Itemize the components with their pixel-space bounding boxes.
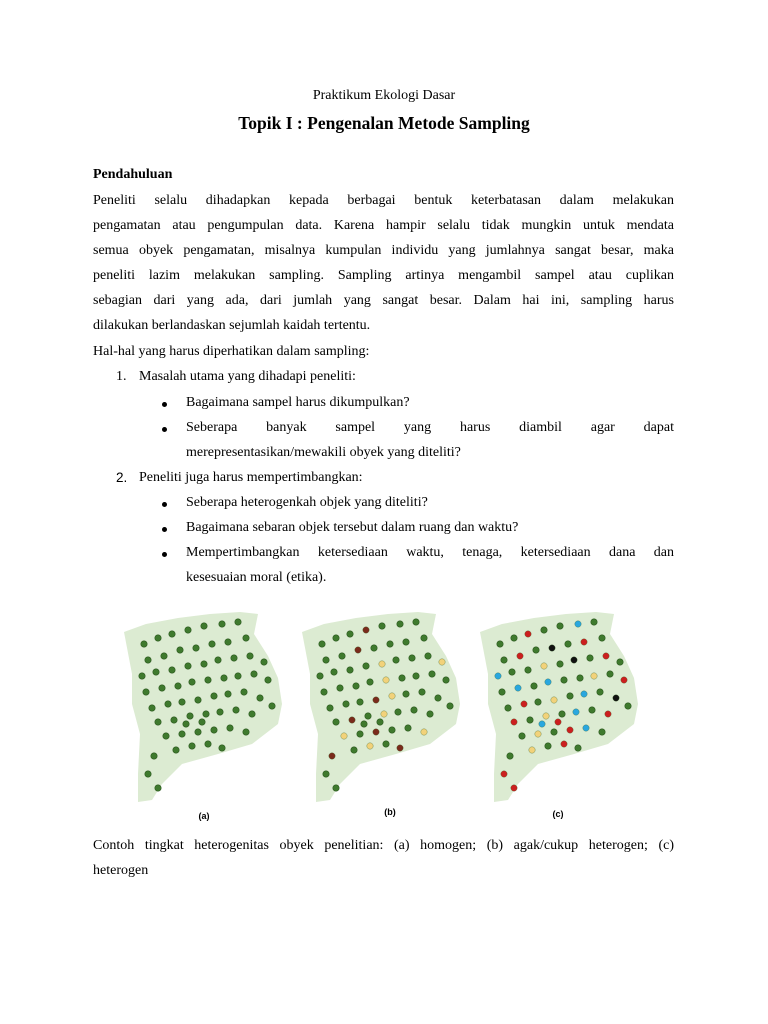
intro-line: pengamatan atau pengumpulan data. Karena hampir selalu tidak mungkin untuk mendata — [93, 218, 674, 233]
object-dot — [419, 689, 425, 695]
object-dot — [561, 741, 567, 747]
object-dot — [383, 677, 389, 683]
object-dot — [613, 695, 619, 701]
object-dot — [357, 731, 363, 737]
object-dot — [557, 661, 563, 667]
object-dot — [185, 627, 191, 633]
object-dot — [329, 753, 335, 759]
object-dot — [347, 667, 353, 673]
object-dot — [625, 703, 631, 709]
object-dot — [343, 701, 349, 707]
bullet-icon — [162, 502, 167, 507]
object-dot — [515, 685, 521, 691]
object-dot — [143, 689, 149, 695]
object-dot — [535, 699, 541, 705]
object-dot — [531, 683, 537, 689]
intro-line: sebagian dari yang ada, dari jumlah yang sangat besar. Dalam hai ini, sampling harus — [93, 293, 674, 308]
panel-a — [124, 612, 282, 821]
list-item-text: Masalah utama yang dihadapi peneliti: — [139, 369, 356, 384]
object-dot — [535, 731, 541, 737]
object-dot — [155, 719, 161, 725]
object-dot — [397, 745, 403, 751]
bullet-icon — [162, 402, 167, 407]
object-dot — [177, 647, 183, 653]
object-dot — [353, 683, 359, 689]
object-dot — [607, 671, 613, 677]
object-dot — [443, 677, 449, 683]
object-dot — [193, 645, 199, 651]
object-dot — [421, 635, 427, 641]
object-dot — [225, 639, 231, 645]
object-dot — [501, 657, 507, 663]
object-dot — [599, 635, 605, 641]
object-dot — [557, 623, 563, 629]
object-dot — [421, 729, 427, 735]
object-dot — [389, 727, 395, 733]
section-heading: Pendahuluan — [93, 167, 173, 182]
object-dot — [541, 627, 547, 633]
object-dot — [199, 719, 205, 725]
object-dot — [331, 669, 337, 675]
object-dot — [411, 707, 417, 713]
panel-label-b: (b) — [384, 807, 396, 817]
object-dot — [195, 729, 201, 735]
object-dot — [499, 689, 505, 695]
object-dot — [519, 733, 525, 739]
object-dot — [399, 675, 405, 681]
object-dot — [367, 743, 373, 749]
object-dot — [205, 677, 211, 683]
object-dot — [219, 621, 225, 627]
object-dot — [219, 745, 225, 751]
object-dot — [151, 753, 157, 759]
object-dot — [149, 705, 155, 711]
object-dot — [215, 657, 221, 663]
object-dot — [203, 711, 209, 717]
object-dot — [533, 647, 539, 653]
object-dot — [603, 653, 609, 659]
object-dot — [511, 785, 517, 791]
object-dot — [373, 729, 379, 735]
bullet-text: Seberapa banyak sampel yang harus diambil agar dapat — [186, 420, 674, 435]
object-dot — [383, 741, 389, 747]
object-dot — [261, 659, 267, 665]
object-dot — [217, 709, 223, 715]
object-dot — [351, 747, 357, 753]
bullet-text: Seberapa heterogenkah objek yang diteliti? — [186, 495, 428, 510]
object-dot — [247, 653, 253, 659]
object-dot — [389, 693, 395, 699]
object-dot — [371, 645, 377, 651]
object-dot — [517, 653, 523, 659]
object-dot — [243, 635, 249, 641]
object-dot — [543, 713, 549, 719]
object-dot — [349, 717, 355, 723]
object-dot — [155, 785, 161, 791]
object-dot — [221, 675, 227, 681]
object-dot — [505, 705, 511, 711]
object-dot — [509, 669, 515, 675]
object-dot — [555, 719, 561, 725]
object-dot — [551, 697, 557, 703]
object-dot — [409, 655, 415, 661]
object-dot — [249, 711, 255, 717]
object-dot — [559, 711, 565, 717]
object-dot — [317, 673, 323, 679]
object-dot — [397, 621, 403, 627]
object-dot — [367, 679, 373, 685]
object-dot — [363, 663, 369, 669]
object-dot — [347, 631, 353, 637]
bullet-icon — [162, 527, 167, 532]
object-dot — [583, 725, 589, 731]
heterogeneity-figure — [118, 604, 648, 828]
object-dot — [201, 661, 207, 667]
object-dot — [357, 699, 363, 705]
object-dot — [189, 679, 195, 685]
object-dot — [381, 711, 387, 717]
object-dot — [333, 785, 339, 791]
object-dot — [321, 689, 327, 695]
object-dot — [171, 717, 177, 723]
object-dot — [243, 729, 249, 735]
object-dot — [163, 733, 169, 739]
object-dot — [153, 669, 159, 675]
object-dot — [139, 673, 145, 679]
object-dot — [209, 641, 215, 647]
object-dot — [521, 701, 527, 707]
object-dot — [337, 685, 343, 691]
object-dot — [187, 713, 193, 719]
object-dot — [161, 653, 167, 659]
object-dot — [195, 697, 201, 703]
object-dot — [185, 663, 191, 669]
list-number: 2. — [116, 470, 128, 485]
object-dot — [577, 675, 583, 681]
object-dot — [175, 683, 181, 689]
object-dot — [403, 691, 409, 697]
object-dot — [435, 695, 441, 701]
object-dot — [189, 743, 195, 749]
bullet-text: Bagaimana sebaran objek tersebut dalam ruang dan waktu? — [186, 520, 519, 535]
object-dot — [545, 679, 551, 685]
object-dot — [235, 673, 241, 679]
object-dot — [575, 621, 581, 627]
object-dot — [211, 693, 217, 699]
object-dot — [427, 711, 433, 717]
object-dot — [341, 733, 347, 739]
object-dot — [355, 647, 361, 653]
object-dot — [227, 725, 233, 731]
object-dot — [567, 693, 573, 699]
object-dot — [617, 659, 623, 665]
object-dot — [235, 619, 241, 625]
object-dot — [251, 671, 257, 677]
object-dot — [587, 655, 593, 661]
object-dot — [599, 729, 605, 735]
object-dot — [241, 689, 247, 695]
object-dot — [551, 729, 557, 735]
object-dot — [233, 707, 239, 713]
object-dot — [379, 661, 385, 667]
object-dot — [581, 691, 587, 697]
object-dot — [589, 707, 595, 713]
panel-b — [302, 612, 460, 817]
intro-line: peneliti lazim melakukan sampling. Sampling artinya mengambil sampel atau cuplikan — [93, 268, 674, 283]
object-dot — [377, 719, 383, 725]
object-dot — [141, 641, 147, 647]
bullet-icon — [162, 427, 167, 432]
object-dot — [429, 671, 435, 677]
object-dot — [447, 703, 453, 709]
object-dot — [257, 695, 263, 701]
object-dot — [179, 731, 185, 737]
object-dot — [327, 705, 333, 711]
object-dot — [413, 673, 419, 679]
object-dot — [529, 747, 535, 753]
object-dot — [395, 709, 401, 715]
object-dot — [173, 747, 179, 753]
object-dot — [539, 721, 545, 727]
list-item-text: Peneliti juga harus mempertimbangkan: — [139, 470, 363, 485]
object-dot — [511, 635, 517, 641]
object-dot — [405, 725, 411, 731]
bullet-text-continued: kesesuaian moral (etika). — [186, 570, 327, 585]
object-dot — [363, 627, 369, 633]
object-dot — [145, 657, 151, 663]
object-dot — [169, 667, 175, 673]
object-dot — [379, 623, 385, 629]
list-intro: Hal-hal yang harus diperhatikan dalam sampling: — [93, 344, 370, 359]
object-dot — [231, 655, 237, 661]
object-dot — [201, 623, 207, 629]
object-dot — [159, 685, 165, 691]
object-dot — [145, 771, 151, 777]
object-dot — [333, 719, 339, 725]
object-dot — [269, 703, 275, 709]
object-dot — [319, 641, 325, 647]
object-dot — [169, 631, 175, 637]
object-dot — [527, 717, 533, 723]
object-dot — [333, 635, 339, 641]
object-dot — [581, 639, 587, 645]
object-dot — [439, 659, 445, 665]
object-dot — [323, 771, 329, 777]
panel-label-a: (a) — [198, 811, 210, 821]
object-dot — [541, 663, 547, 669]
object-dot — [211, 727, 217, 733]
object-dot — [361, 721, 367, 727]
object-dot — [413, 619, 419, 625]
object-dot — [225, 691, 231, 697]
list-number: 1. — [116, 369, 127, 384]
object-dot — [591, 619, 597, 625]
object-dot — [597, 689, 603, 695]
object-dot — [373, 697, 379, 703]
object-dot — [525, 631, 531, 637]
object-dot — [549, 645, 555, 651]
object-dot — [545, 743, 551, 749]
bullet-text: Bagaimana sampel harus dikumpulkan? — [186, 395, 410, 410]
object-dot — [571, 657, 577, 663]
object-dot — [567, 727, 573, 733]
object-dot — [511, 719, 517, 725]
object-dot — [621, 677, 627, 683]
course-subtitle: Praktikum Ekologi Dasar — [312, 88, 456, 103]
object-dot — [573, 709, 579, 715]
page-title: Topik I : Pengenalan Metode Sampling — [238, 113, 530, 133]
intro-line: dilakukan berlandaskan sejumlah kaidah tertentu. — [93, 318, 371, 333]
object-dot — [265, 677, 271, 683]
object-dot — [387, 641, 393, 647]
intro-line: semua obyek pengamatan, misalnya kumpulan individu yang jumlahnya sangat besar, maka — [93, 243, 674, 258]
object-dot — [605, 711, 611, 717]
bullet-icon — [162, 552, 167, 557]
object-dot — [575, 745, 581, 751]
object-dot — [365, 713, 371, 719]
panel-label-c: (c) — [552, 809, 564, 819]
bullet-text-continued: merepresentasikan/mewakili obyek yang diteliti? — [186, 445, 461, 460]
object-dot — [565, 641, 571, 647]
object-dot — [339, 653, 345, 659]
figure-caption-continued: heterogen — [93, 863, 149, 878]
object-dot — [323, 657, 329, 663]
object-dot — [495, 673, 501, 679]
panel-c — [480, 612, 638, 819]
object-dot — [425, 653, 431, 659]
intro-line: Peneliti selalu dihadapkan kepada berbagai bentuk keterbatasan dalam melakukan — [93, 193, 674, 208]
object-dot — [561, 677, 567, 683]
object-dot — [205, 741, 211, 747]
object-dot — [165, 701, 171, 707]
object-dot — [155, 635, 161, 641]
object-dot — [497, 641, 503, 647]
object-dot — [183, 721, 189, 727]
figure-caption: Contoh tingkat heterogenitas obyek penelitian: (a) homogen; (b) agak/cukup heterogen; (c) — [93, 838, 674, 853]
object-dot — [393, 657, 399, 663]
object-dot — [591, 673, 597, 679]
object-dot — [507, 753, 513, 759]
bullet-text: Mempertimbangkan ketersediaan waktu, tenaga, ketersediaan dana dan — [186, 545, 674, 560]
object-dot — [179, 699, 185, 705]
object-dot — [525, 667, 531, 673]
object-dot — [501, 771, 507, 777]
object-dot — [403, 639, 409, 645]
